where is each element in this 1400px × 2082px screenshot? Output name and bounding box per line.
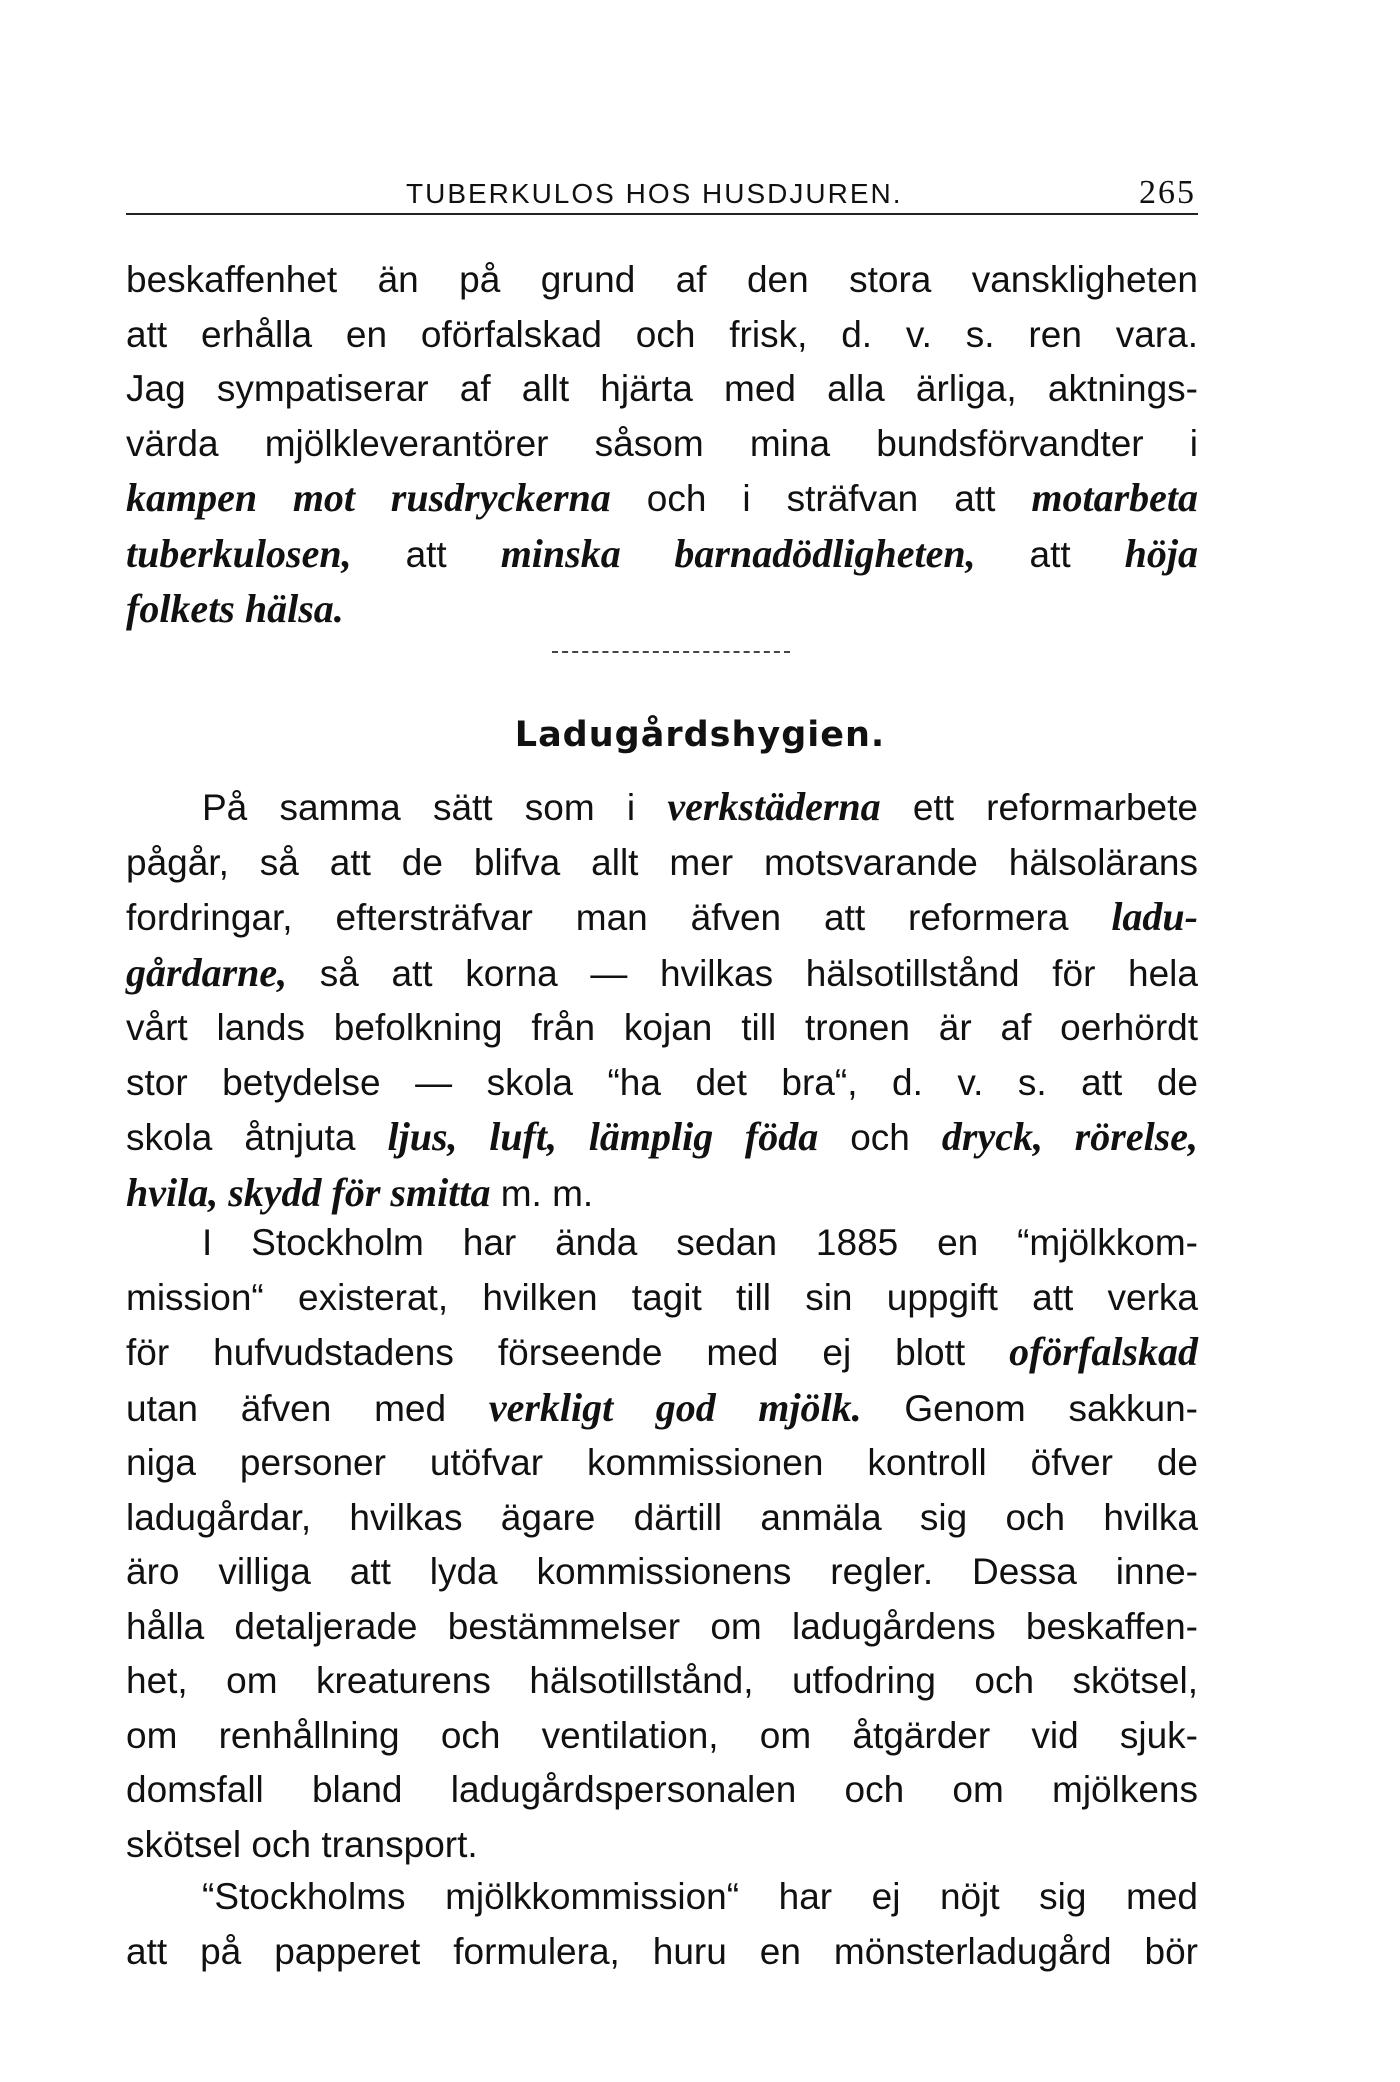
text-line: domsfall bland ladugårdspersonalen och om mjölkens (126, 1769, 1198, 1810)
text-line: utan äfven med verkligt god mjölk. Genom sakkun- (126, 1384, 1199, 1430)
paragraph-4 (126, 1870, 1198, 1979)
text-line: för hufvudstadens förseende med ej blott oförfalskad (126, 1329, 1198, 1374)
emphasis: oförfalskad (1009, 1329, 1198, 1374)
text-line: skola åtnjuta ljus, luft, lämplig föda och dryck, rörelse, (126, 1114, 1199, 1159)
text-line: Jag sympatiserar af allt hjärta med alla ärliga, aktnings- (126, 368, 1198, 409)
section-heading: Ladugårdshygien. (514, 715, 886, 755)
text-line: fordringar, eftersträfvar man äfven att reformera ladu- (126, 894, 1198, 939)
text-line: “Stockholms mjölkkommission“ har ej nöjt sig med (202, 1876, 1198, 1917)
text-line: het, om kreaturens hälsotillstånd, utfodring och skötsel, (126, 1660, 1198, 1701)
section-separator (552, 651, 790, 653)
emphasis: tuberkulosen, (126, 530, 352, 576)
emphasis: folkets hälsa. (126, 586, 344, 631)
emphasis: verkstäderna (667, 784, 881, 829)
text-line: om renhållning och ventilation, om åtgärder vid sjuk- (126, 1714, 1198, 1756)
emphasis: ladu- (1111, 894, 1198, 939)
emphasis: motarbeta (1031, 475, 1199, 520)
text-line: hålla detaljerade bestämmelser om ladugårdens beskaffen- (126, 1605, 1198, 1647)
paragraph-3 (126, 1216, 1198, 1872)
text-line: niga personer utöfvar kommissionen kontroll öfver de (126, 1442, 1198, 1483)
emphasis: gårdarne, (126, 949, 288, 995)
emphasis: ljus, luft, lämplig föda (387, 1114, 819, 1159)
emphasis: dryck, rörelse, (941, 1114, 1199, 1159)
text-line: gårdarne, så att korna — hvilkas hälsotillstånd för hela (126, 949, 1198, 995)
text-line: beskaffenhet än på grund af den stora vanskligheten (126, 259, 1198, 300)
text-line: I Stockholm har ända sedan 1885 en “mjölkkom- (202, 1222, 1198, 1263)
text-line: skötsel och transport. (126, 1823, 478, 1865)
text-line: På samma sätt som i verkstäderna ett reformarbete (202, 784, 1198, 829)
running-header (126, 174, 1196, 214)
emphasis: hvila, skydd för smitta (126, 1169, 491, 1215)
text-line: ladugårdar, hvilkas ägare därtill anmäla sig och hvilka (126, 1496, 1198, 1538)
page-number: 265 (1139, 174, 1196, 211)
text-line: äro villiga att lyda kommissionens regler. Dessa inne- (126, 1551, 1198, 1592)
emphasis: verkligt god mjölk. (488, 1384, 862, 1430)
paragraph-1 (126, 253, 1198, 638)
text-line: värda mjölkleverantörer såsom mina bundsförvandter i (126, 422, 1198, 464)
text-line: kampen mot rusdryckerna och i sträfvan att motarbeta (126, 475, 1199, 520)
text-line: att erhålla en oförfalskad och frisk, d. v. s. ren vara. (126, 313, 1198, 355)
header-rule (126, 213, 1198, 215)
text-line: pågår, så att de blifva allt mer motsvarande hälsolärans (126, 841, 1198, 883)
paragraph-2 (126, 780, 1198, 1221)
text-line: mission“ existerat, hvilken tagit till sin uppgift att verka (126, 1276, 1198, 1318)
text-line: stor betydelse — skola “ha det bra“, d. v. s. att de (126, 1061, 1198, 1103)
text-line: hvila, skydd för smitta m. m. (126, 1169, 594, 1215)
emphasis: kampen mot rusdryckerna (126, 475, 611, 520)
text-line (126, 582, 1198, 638)
running-title: TUBERKULOS HOS HUSDJUREN. (406, 178, 903, 209)
emphasis: minska barnadödligheten, (500, 530, 976, 576)
text-line: vårt lands befolkning från kojan till tronen är af oerhördt (126, 1007, 1198, 1048)
text-line: att på papperet formulera, huru en mönsterladugård bör (126, 1930, 1198, 1972)
emphasis: höja (1124, 530, 1199, 576)
text-line: tuberkulosen, att minska barnadödligheten, att höja (126, 530, 1199, 576)
